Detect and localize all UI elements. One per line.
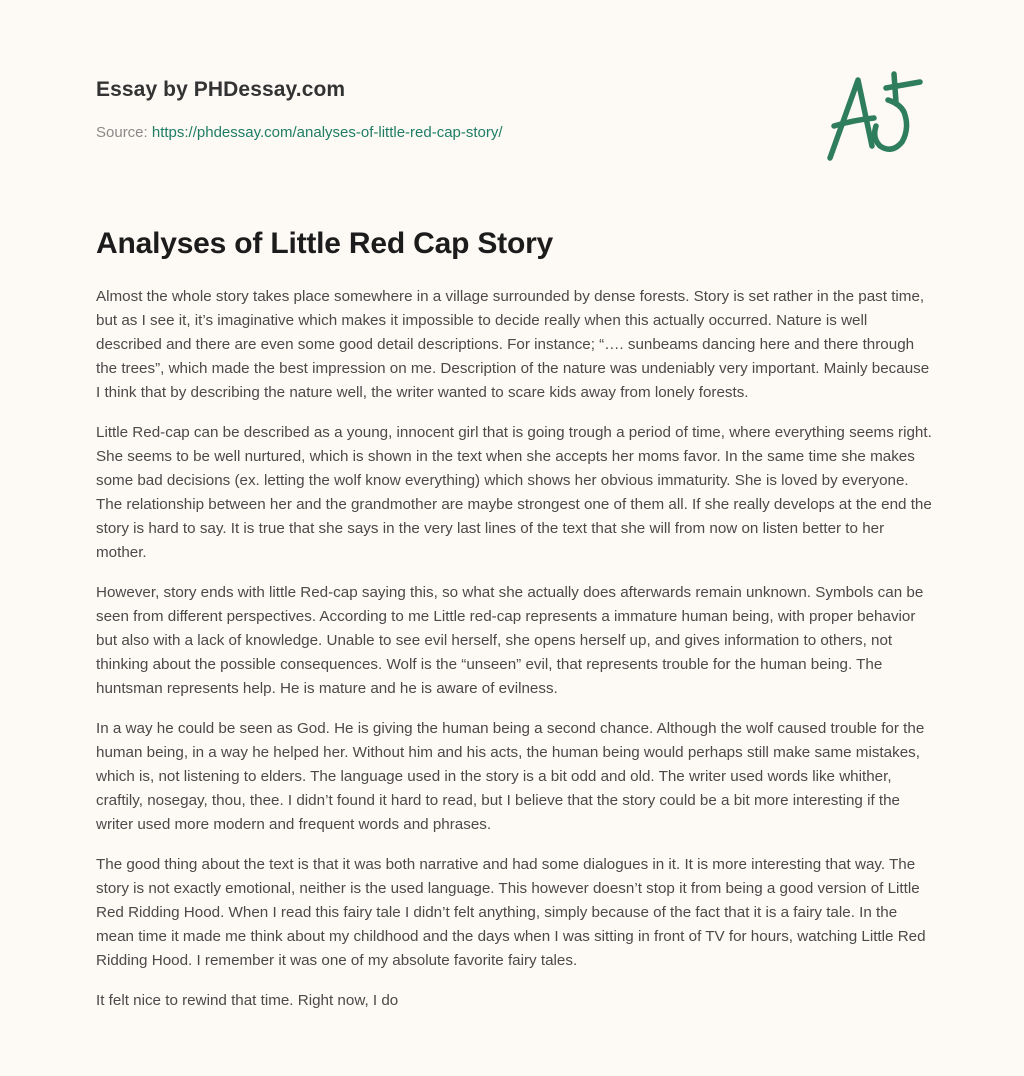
source-label: Source: <box>96 124 152 141</box>
a-plus-grade-icon <box>820 66 930 166</box>
source-line <box>96 123 928 143</box>
essay-paragraph: Little Red-cap can be described as a young, innocent girl that is going trough a period of time, where everything seems right. She seems to be well nurtured, which is shown in the text when she accepts her moms favor. In the same time she makes some bad decisions (ex. letting the wolf know everything) which shows her obvious immaturity. She is loved by everyone. The relationship between her and the grandmother are maybe strongest one of them all. If she really develops at the end the story is hard to say. It is true that she says in the very last lines of the text that she will from now on listen better to her mother. <box>96 424 932 561</box>
essay-paragraph-truncated: It felt nice to rewind that time. Right now, I do <box>96 992 399 1009</box>
essay-paragraph: The good thing about the text is that it was both narrative and had some dialogues in it. It is more interesting that way. The story is not exactly emotional, neither is the used language. This however doesn’t stop it from being a good version of Little Red Ridding Hood. When I read this fairy tale I didn’t felt anything, simply because of the fact that it is a fairy tale. In the mean time it made me think about my childhood and the days when I was sitting in front of TV for hours, watching Little Red Ridding Hood. I remember it was one of my absolute favorite fairy tales. <box>96 856 926 969</box>
brand-title: Essay by PHDessay.com <box>96 78 346 101</box>
source-link[interactable]: https://phdessay.com/analyses-of-little-red-cap-story/ <box>151 124 503 141</box>
essay-paragraph: Almost the whole story takes place somewhere in a village surrounded by dense forests. Story is set rather in the past time, but as I see it, it’s imaginative which makes it impossible to decide really when this actually occurred. Nature is well described and there are even some good detail descriptions. For instance; “…. sunbeams dancing here and there through the trees”, which made the best impression on me. Description of the nature was undeniably very important. Mainly because I think that by describing the nature well, the writer wanted to scare kids away from lonely forests. <box>96 288 930 401</box>
essay-paragraph: However, story ends with little Red-cap saying this, so what she actually does afterwards remain unknown. Symbols can be seen from different perspectives. According to me Little red-cap represents a immature human being, with proper behavior but also with a lack of knowledge. Unable to see evil herself, she opens herself up, and gives information to others, not thinking about the possible consequences. Wolf is the “unseen” evil, that represents trouble for the human being. The huntsman represents help. He is mature and he is aware of evilness. <box>96 584 924 697</box>
essay-body <box>96 285 934 1029</box>
essay-title: Analyses of Little Red Cap Story <box>96 227 554 260</box>
essay-header <box>96 76 928 143</box>
essay-paragraph: In a way he could be seen as God. He is giving the human being a second chance. Although the wolf caused trouble for the human being, in a way he helped her. Without him and his acts, the human being would perhaps still make same mistakes, which is, not listening to elders. The language used in the story is a bit odd and old. The writer used words like whither, craftily, nosegay, thou, thee. I didn’t found it hard to read, but I believe that the story could be a bit more interesting if the writer used more modern and frequent words and phrases. <box>96 720 925 833</box>
